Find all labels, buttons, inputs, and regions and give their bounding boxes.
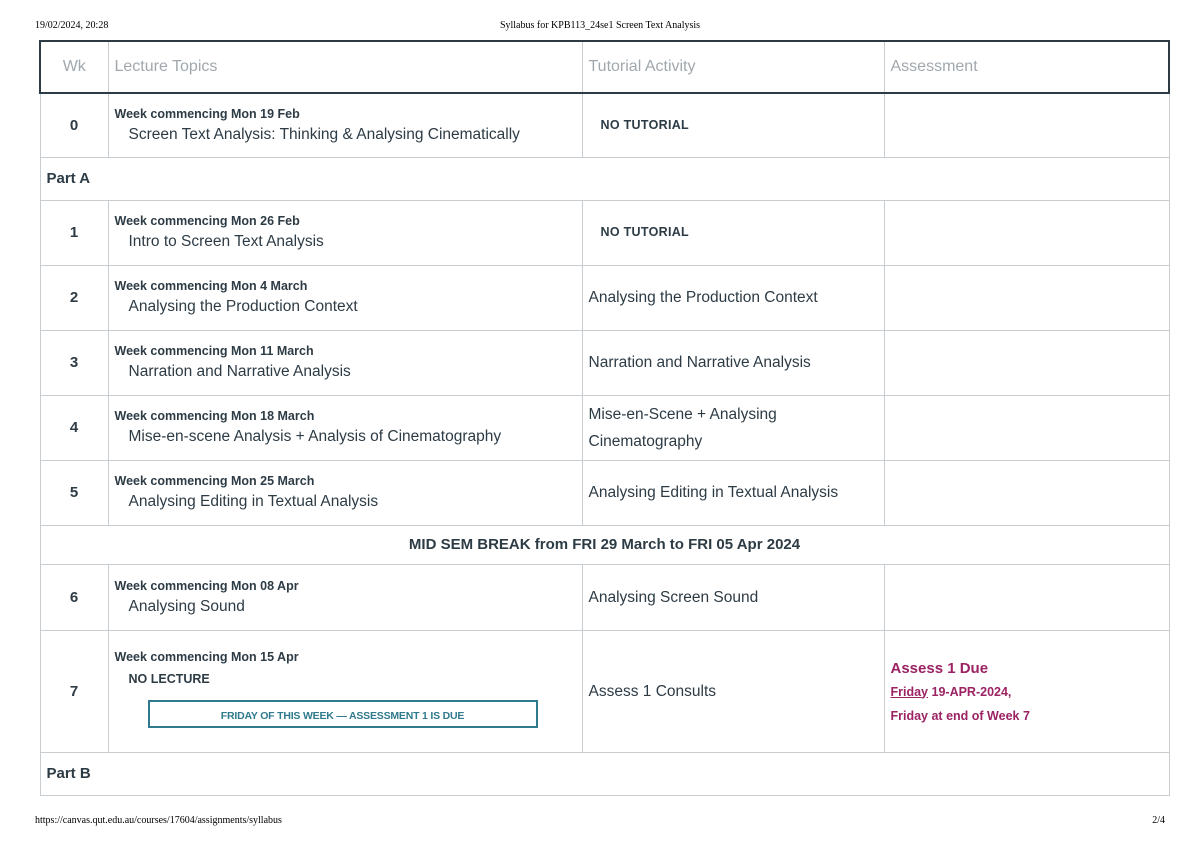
table-row bbox=[40, 330, 1169, 395]
part-row bbox=[40, 752, 1169, 795]
tutorial-cell bbox=[582, 200, 884, 265]
tutorial-activity-line-2: Cinematography bbox=[588, 432, 703, 450]
assessment-due-date-value: 19-APR-2024, bbox=[931, 684, 1012, 699]
print-title: Syllabus for KPB113_24se1 Screen Text Analysis bbox=[499, 20, 701, 31]
tutorial-activity: Analysing the Production Context bbox=[582, 265, 884, 330]
week-commencing: Week commencing Mon 25 March bbox=[114, 474, 315, 488]
lecture-topic: Screen Text Analysis: Thinking & Analysing Cinematically bbox=[128, 125, 520, 143]
tutorial-activity: Assess 1 Consults bbox=[582, 630, 884, 752]
lecture-cell bbox=[108, 93, 582, 157]
assessment-cell bbox=[884, 630, 1169, 752]
table-row bbox=[40, 395, 1169, 460]
lecture-cell bbox=[108, 460, 582, 525]
lecture-topic: Mise-en-scene Analysis + Analysis of Cinematography bbox=[128, 428, 502, 445]
lecture-cell bbox=[108, 200, 582, 265]
week-commencing: Week commencing Mon 26 Feb bbox=[114, 214, 300, 228]
assessment-due-day-link[interactable]: Friday bbox=[890, 684, 929, 699]
tutorial-cell bbox=[582, 395, 884, 460]
lecture-topic: Intro to Screen Text Analysis bbox=[128, 233, 324, 250]
tutorial-cell bbox=[582, 93, 884, 157]
assessment-cell bbox=[884, 200, 1169, 265]
tutorial-activity: NO TUTORIAL bbox=[600, 117, 689, 132]
week-commencing: Week commencing Mon 18 March bbox=[114, 409, 315, 423]
assessment-title: Assess 1 Due bbox=[890, 659, 989, 677]
tutorial-activity: Analysing Screen Sound bbox=[582, 564, 884, 630]
break-row bbox=[40, 525, 1169, 564]
header-assessment: Assessment bbox=[884, 41, 1169, 93]
table-row bbox=[40, 564, 1169, 630]
lecture-topic: Analysing Editing in Textual Analysis bbox=[128, 493, 379, 510]
assessment-cell bbox=[884, 395, 1169, 460]
week-commencing: Week commencing Mon 4 March bbox=[114, 279, 308, 293]
lecture-cell bbox=[108, 330, 582, 395]
assessment-cell bbox=[884, 93, 1169, 157]
lecture-cell bbox=[108, 564, 582, 630]
mid-sem-break: MID SEM BREAK from FRI 29 March to FRI 05 Apr 2024 bbox=[40, 525, 1169, 564]
week-number: 7 bbox=[40, 630, 108, 752]
print-header bbox=[35, 20, 1165, 34]
header-wk: Wk bbox=[40, 41, 108, 93]
assessment-cell bbox=[884, 330, 1169, 395]
week-commencing: Week commencing Mon 11 March bbox=[114, 344, 314, 358]
syllabus-table bbox=[39, 40, 1170, 796]
print-datetime: 19/02/2024, 20:28 bbox=[35, 20, 109, 31]
table-row bbox=[40, 460, 1169, 525]
table-header-row bbox=[40, 41, 1169, 93]
week-commencing: Week commencing Mon 19 Feb bbox=[114, 106, 300, 121]
lecture-cell bbox=[108, 395, 582, 460]
lecture-topic: NO LECTURE bbox=[128, 672, 210, 686]
lecture-topic: Analysing Sound bbox=[128, 597, 245, 615]
table-row bbox=[40, 630, 1169, 752]
week-commencing: Week commencing Mon 15 Apr bbox=[114, 650, 299, 664]
week-number: 6 bbox=[40, 564, 108, 630]
part-row bbox=[40, 157, 1169, 200]
header-tutorial-activity: Tutorial Activity bbox=[582, 41, 884, 93]
assessment-due-date bbox=[891, 685, 1163, 699]
lecture-topic: Analysing the Production Context bbox=[128, 298, 358, 315]
tutorial-activity: Analysing Editing in Textual Analysis bbox=[582, 460, 884, 525]
table-row bbox=[40, 200, 1169, 265]
assessment-cell bbox=[884, 265, 1169, 330]
week-number: 3 bbox=[40, 330, 108, 395]
table-row bbox=[40, 93, 1169, 157]
week-number: 0 bbox=[40, 93, 108, 157]
assessment-due-note: Friday at end of Week 7 bbox=[890, 708, 1030, 723]
week-number: 2 bbox=[40, 265, 108, 330]
header-lecture-topics: Lecture Topics bbox=[108, 41, 582, 93]
print-footer bbox=[35, 815, 1165, 829]
lecture-topic: Narration and Narrative Analysis bbox=[128, 363, 351, 380]
week-number: 5 bbox=[40, 460, 108, 525]
assessment-cell bbox=[884, 460, 1169, 525]
tutorial-activity: NO TUTORIAL bbox=[600, 225, 689, 239]
print-page-number: 2/4 bbox=[1152, 815, 1165, 826]
week-number: 4 bbox=[40, 395, 108, 460]
lecture-cell bbox=[108, 265, 582, 330]
tutorial-activity: Narration and Narrative Analysis bbox=[582, 330, 884, 395]
assessment-due-notice: FRIDAY OF THIS WEEK — ASSESSMENT 1 IS DUE bbox=[148, 700, 538, 728]
week-commencing: Week commencing Mon 08 Apr bbox=[114, 578, 299, 593]
print-url: https://canvas.qut.edu.au/courses/17604/assignments/syllabus bbox=[35, 815, 282, 826]
part-b-label: Part B bbox=[40, 752, 1169, 795]
lecture-cell bbox=[108, 630, 582, 752]
part-a-label: Part A bbox=[40, 157, 1169, 200]
table-row bbox=[40, 265, 1169, 330]
tutorial-activity-line-1: Mise-en-Scene + Analysing bbox=[588, 405, 777, 423]
assessment-cell bbox=[884, 564, 1169, 630]
week-number: 1 bbox=[40, 200, 108, 265]
